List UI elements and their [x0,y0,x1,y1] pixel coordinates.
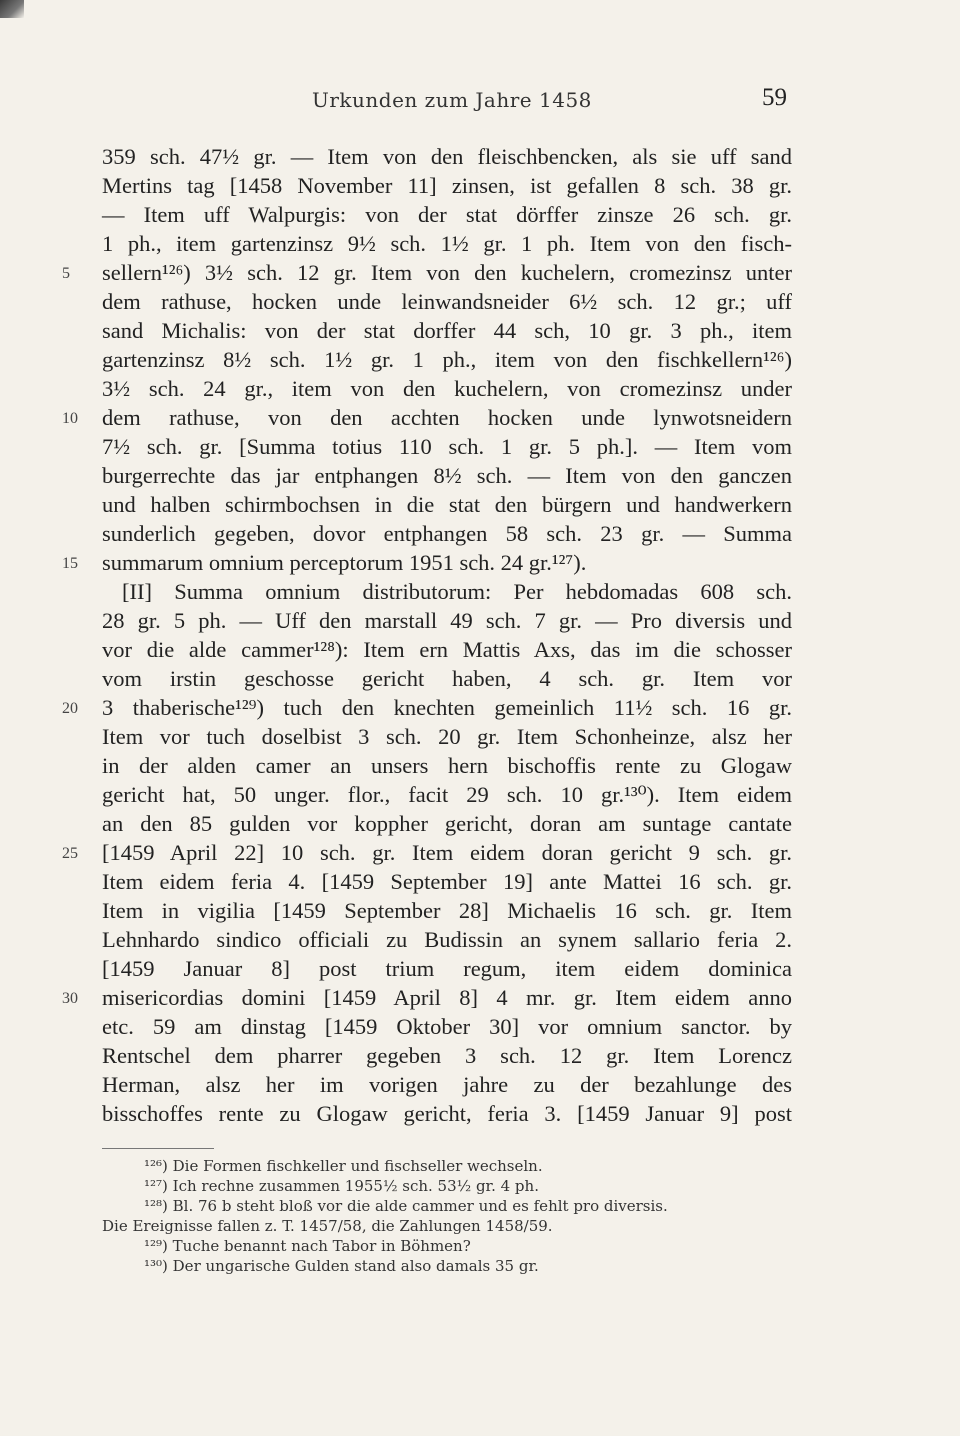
text-line [62,258,792,287]
line-text: sunderlich gegeben, dovor entphangen 58 sch. 23 gr. — Summa [102,521,792,546]
text-line [62,548,792,577]
line-text: vor die alde cammer¹²⁸): Item ern Mattis Axs, das im die schosser [102,637,792,662]
text-line [102,635,792,664]
text-line [102,780,792,809]
text-line [102,171,792,200]
footnote: Die Ereignisse fallen z. T. 1457/58, die Zahlungen 1458/59. [102,1217,553,1235]
line-number: 25 [62,845,78,862]
line-text: und halben schirmbochsen in die stat den bürgern und handwerkern [102,492,792,517]
line-text: etc. 59 am dinstag [1459 Oktober 30] vor omnium sanctor. by [102,1014,792,1039]
line-text: Lehnhardo sindico officiali zu Budissin an synem sallario feria 2. [102,927,792,952]
text-line [102,1012,792,1041]
text-line [102,229,792,258]
line-text: 3½ sch. 24 gr., item von den kuchelern, von cromezinsz under [102,376,792,401]
line-text: burgerrechte das jar entphangen 8½ sch. — Item von den ganczen [102,463,792,488]
text-line [102,577,792,606]
text-line [102,664,792,693]
text-line [102,722,792,751]
text-line [102,374,792,403]
footnote: ¹²⁷) Ich rechne zusammen 1955½ sch. 53½ gr. 4 ph. [144,1177,539,1195]
text-line [102,954,792,983]
line-number: 20 [62,700,78,717]
text-line [102,896,792,925]
text-line [102,490,792,519]
text-line [102,925,792,954]
line-text: Rentschel dem pharrer gegeben 3 sch. 12 gr. Item Lorencz [102,1043,792,1068]
line-text: vom irstin geschosse gericht haben, 4 sch. gr. Item vor [102,666,792,691]
text-line [102,519,792,548]
line-text: dem rathuse, hocken unde leinwandsneider 6½ sch. 12 gr.; uff [102,289,792,314]
line-number: 10 [62,410,78,427]
footnote: ¹³⁰) Der ungarische Gulden stand also damals 35 gr. [144,1257,539,1275]
footnote-rule [102,1148,214,1149]
line-text: Mertins tag [1458 November 11] zinsen, ist gefallen 8 sch. 38 gr. [102,173,792,198]
footnote: ¹²⁹) Tuche benannt nach Tabor in Böhmen? [144,1237,471,1255]
line-text: in der alden camer an unsers hern bischoffis rente zu Glogaw [102,753,792,778]
text-line [102,1099,792,1128]
line-text: sand Michalis: von der stat dorffer 44 sch, 10 gr. 3 ph., item [102,318,792,343]
line-text: Item vor tuch doselbist 3 sch. 20 gr. Item Schonheinze, alsz her [102,724,792,749]
footnote: ¹²⁶) Die Formen fischkeller und fischseller wechseln. [144,1157,543,1175]
line-text: 28 gr. 5 ph. — Uff den marstall 49 sch. 7 gr. — Pro diversis und [102,608,792,633]
line-text: Herman, alsz her im vorigen jahre zu der bezahlunge des [102,1072,792,1097]
page-number: 59 [762,84,787,111]
text-line [102,461,792,490]
text-line [102,606,792,635]
line-text: gericht hat, 50 unger. flor., facit 29 sch. 10 gr.¹³⁰). Item eidem [102,782,792,807]
line-text: Item eidem feria 4. [1459 September 19] ante Mattei 16 sch. gr. [102,869,792,894]
text-line [102,1070,792,1099]
line-text: [1459 Januar 8] post trium regum, item eidem dominica [102,956,792,981]
text-line [102,1041,792,1070]
text-line [102,345,792,374]
text-line [102,432,792,461]
line-text: [1459 April 22] 10 sch. gr. Item eidem doran gericht 9 sch. gr. [102,840,792,865]
text-line [102,316,792,345]
line-text: — Item uff Walpurgis: von der stat dörffer zinsze 26 sch. gr. [102,202,792,227]
line-number: 30 [62,990,78,1007]
text-line [102,751,792,780]
text-line [62,983,792,1012]
line-text: Item in vigilia [1459 September 28] Michaelis 16 sch. gr. Item [102,898,792,923]
running-head [0,84,960,118]
text-line [102,809,792,838]
line-text: summarum omnium perceptorum 1951 sch. 24 gr.¹²⁷). [102,550,587,575]
line-text: dem rathuse, von den acchten hocken unde lynwotsneidern [102,405,792,430]
line-text: sellern¹²⁶) 3½ sch. 12 gr. Item von den kuchelern, cromezinsz unter [102,260,792,285]
line-text: gartenzinsz 8½ sch. 1½ gr. 1 ph., item von den fischkellern¹²⁶) [102,347,792,372]
line-text: [II] Summa omnium distributorum: Per hebdomadas 608 sch. [122,579,792,604]
text-line [62,403,792,432]
line-text: 3 thaberische¹²⁹) tuch den knechten gemeinlich 11½ sch. 16 gr. [102,695,792,720]
footnote: ¹²⁸) Bl. 76 b steht bloß vor die alde cammer und es fehlt pro diversis. [144,1197,668,1215]
running-head-title: Urkunden zum Jahre 1458 [312,88,592,112]
line-number: 5 [62,265,70,282]
body-text [62,142,792,1128]
line-text: 7½ sch. gr. [Summa totius 110 sch. 1 gr. 5 ph.]. — Item vom [102,434,792,459]
scan-edge-shadow [0,0,24,18]
line-number: 15 [62,555,78,572]
footnotes [102,1156,802,1276]
line-text: bisschoffes rente zu Glogaw gericht, feria 3. [1459 Januar 9] post [102,1101,792,1126]
text-line [102,287,792,316]
text-line [102,142,792,171]
text-line [102,867,792,896]
text-line [62,693,792,722]
line-text: an den 85 gulden vor koppher gericht, doran am suntage cantate [102,811,792,836]
line-text: 359 sch. 47½ gr. — Item von den fleischbencken, als sie uff sand [102,144,792,169]
line-text: misericordias domini [1459 April 8] 4 mr. gr. Item eidem anno [102,985,792,1010]
line-text: 1 ph., item gartenzinsz 9½ sch. 1½ gr. 1 ph. Item von den fisch- [102,231,792,256]
text-line [102,200,792,229]
text-line [62,838,792,867]
